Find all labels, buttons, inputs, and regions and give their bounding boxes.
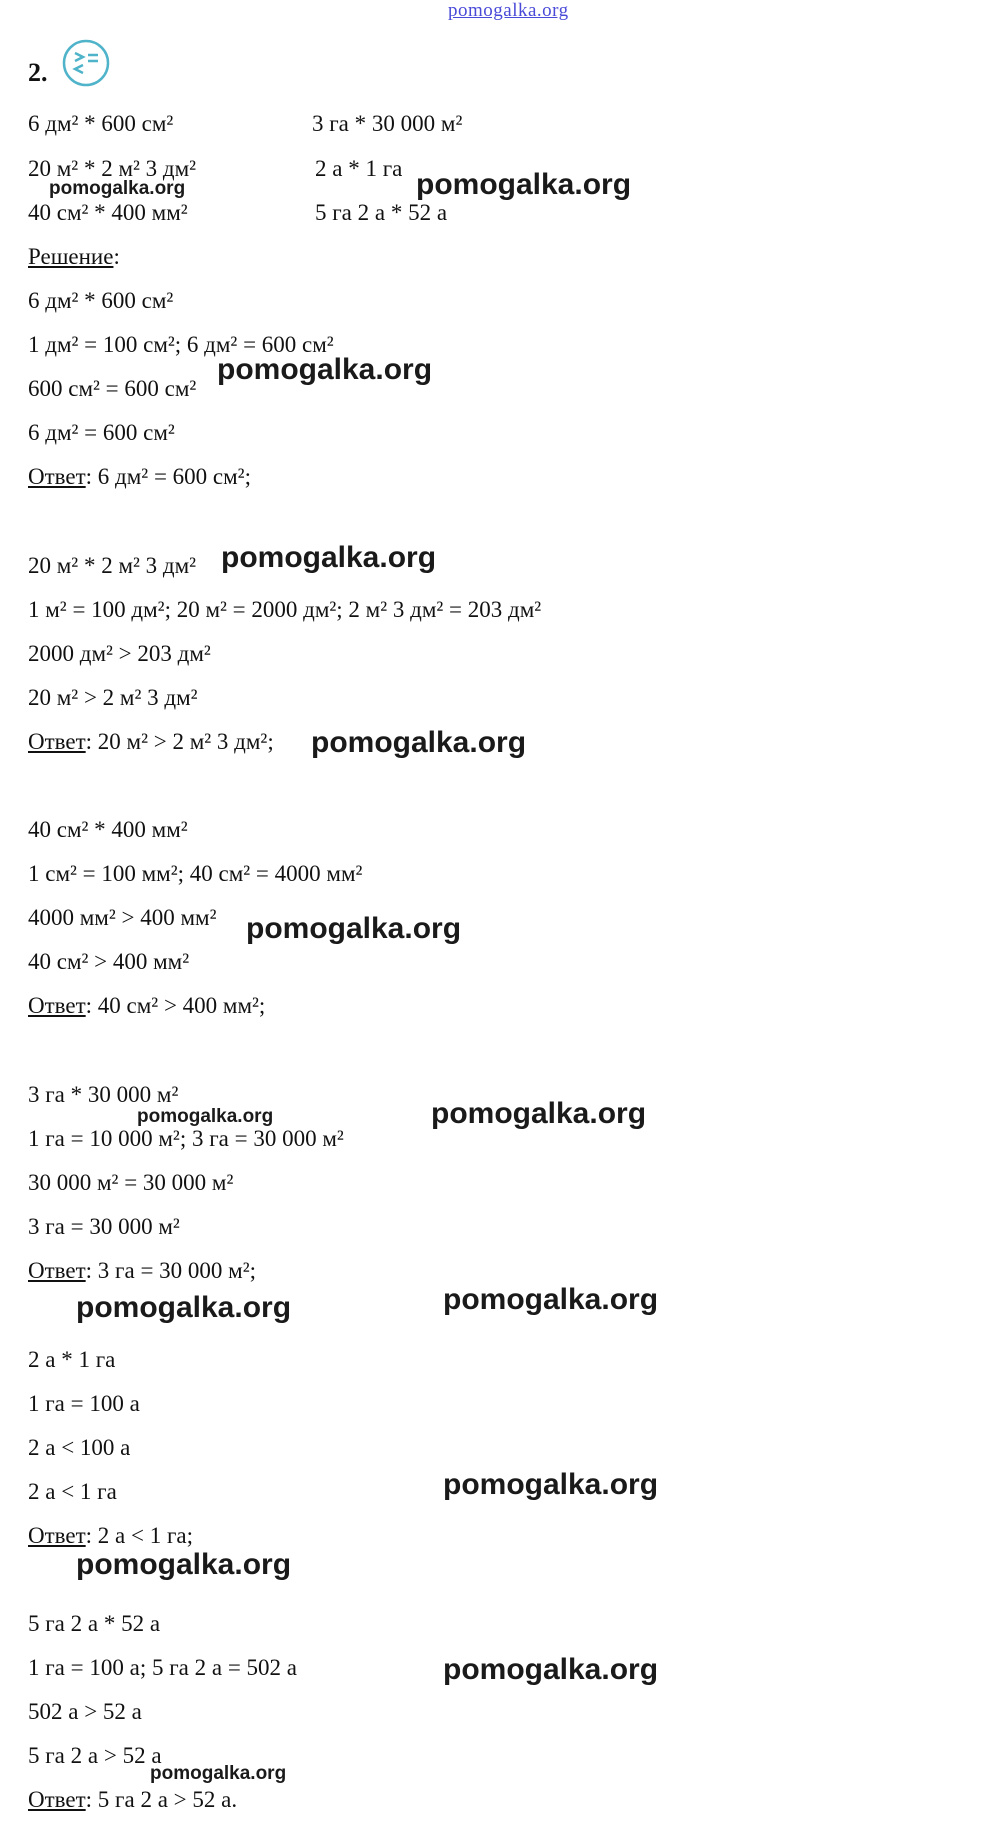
site-link[interactable]: pomogalka.org	[448, 0, 569, 21]
answer-line	[28, 465, 251, 488]
solution-line: 2000 дм² > 203 дм²	[28, 641, 211, 666]
answer-line	[28, 994, 265, 1017]
solution-line: 30 000 м² = 30 000 м²	[28, 1170, 234, 1195]
solution-line: 20 м² > 2 м² 3 дм²	[28, 685, 198, 710]
watermark-text: pomogalka.org	[311, 726, 527, 759]
solution-line: 20 м² * 2 м² 3 дм²	[28, 553, 197, 578]
watermark-text: pomogalka.org	[443, 1283, 659, 1316]
solution-line: 1 см² = 100 мм²; 40 см² = 4000 мм²	[28, 861, 363, 886]
solution-line: 6 дм² = 600 см²	[28, 420, 175, 445]
watermark-text: pomogalka.org	[443, 1653, 659, 1686]
watermark-text: pomogalka.org	[217, 353, 433, 386]
watermark-text: pomogalka.org	[150, 1763, 287, 1784]
answer-line	[28, 1524, 193, 1547]
answer-line	[28, 1788, 237, 1811]
solution-line: 600 см² = 600 см²	[28, 376, 197, 401]
solution-line: 2 а * 1 га	[28, 1347, 116, 1372]
answer-text: : 3 га = 30 000 м²;	[85, 1258, 256, 1283]
solution-line: 40 см² * 400 мм²	[28, 817, 188, 842]
solution-label: Решение	[28, 244, 114, 269]
answer-text: : 20 м² > 2 м² 3 дм²;	[85, 729, 274, 754]
watermark-text: pomogalka.org	[443, 1468, 659, 1501]
answer-label: Ответ	[28, 993, 86, 1018]
solution-line: 1 м² = 100 дм²; 20 м² = 2000 дм²; 2 м² 3 дм² = 203 дм²	[28, 597, 542, 622]
solution-line: 1 дм² = 100 см²; 6 дм² = 600 см²	[28, 332, 334, 357]
answer-label: Ответ	[28, 1523, 86, 1548]
exercise-right-2: 2 а * 1 га	[315, 156, 403, 181]
solution-line: 3 га * 30 000 м²	[28, 1082, 179, 1107]
solution-line: 502 а > 52 а	[28, 1699, 142, 1724]
watermark-text: pomogalka.org	[221, 541, 437, 574]
answer-text: : 40 см² > 400 мм²;	[85, 993, 266, 1018]
watermark-text: pomogalka.org	[76, 1548, 292, 1581]
solution-line: 3 га = 30 000 м²	[28, 1214, 180, 1239]
solution-heading: Решение:	[28, 244, 120, 269]
solution-line: 1 га = 100 а	[28, 1391, 140, 1416]
answer-label: Ответ	[28, 464, 86, 489]
solution-line: 1 га = 10 000 м²; 3 га = 30 000 м²	[28, 1126, 344, 1151]
exercise-right-1: 3 га * 30 000 м²	[312, 111, 463, 136]
task-number: 2.	[28, 58, 48, 87]
answer-label: Ответ	[28, 1258, 86, 1283]
solution-line: 4000 мм² > 400 мм²	[28, 905, 217, 930]
answer-text: : 6 дм² = 600 см²;	[85, 464, 251, 489]
solution-line: 2 а < 100 а	[28, 1435, 131, 1460]
answer-text: : 2 а < 1 га;	[85, 1523, 194, 1548]
compare-icon	[61, 38, 111, 88]
answer-line	[28, 1259, 256, 1282]
watermark-text: pomogalka.org	[246, 912, 462, 945]
exercise-left-2: 20 м² * 2 м² 3 дм²	[28, 156, 197, 181]
solution-line: 5 га 2 а * 52 а	[28, 1611, 161, 1636]
answer-text: : 5 га 2 а > 52 а.	[85, 1787, 238, 1812]
answer-line	[28, 730, 274, 753]
watermark-text: pomogalka.org	[431, 1097, 647, 1130]
solution-line: 2 а < 1 га	[28, 1479, 117, 1504]
solution-line: 40 см² > 400 мм²	[28, 949, 190, 974]
solution-line: 1 га = 100 а; 5 га 2 а = 502 а	[28, 1655, 297, 1680]
watermark-text: pomogalka.org	[76, 1291, 292, 1324]
watermark-text: pomogalka.org	[49, 178, 186, 199]
solution-line: 5 га 2 а > 52 а	[28, 1743, 162, 1768]
solution-line: 6 дм² * 600 см²	[28, 288, 174, 313]
exercise-right-3: 5 га 2 а * 52 а	[315, 200, 448, 225]
watermark-text: pomogalka.org	[416, 168, 632, 201]
exercise-left-3: 40 см² * 400 мм²	[28, 200, 188, 225]
exercise-left-1: 6 дм² * 600 см²	[28, 111, 174, 136]
answer-label: Ответ	[28, 1787, 86, 1812]
answer-label: Ответ	[28, 729, 86, 754]
watermark-text: pomogalka.org	[137, 1106, 274, 1127]
